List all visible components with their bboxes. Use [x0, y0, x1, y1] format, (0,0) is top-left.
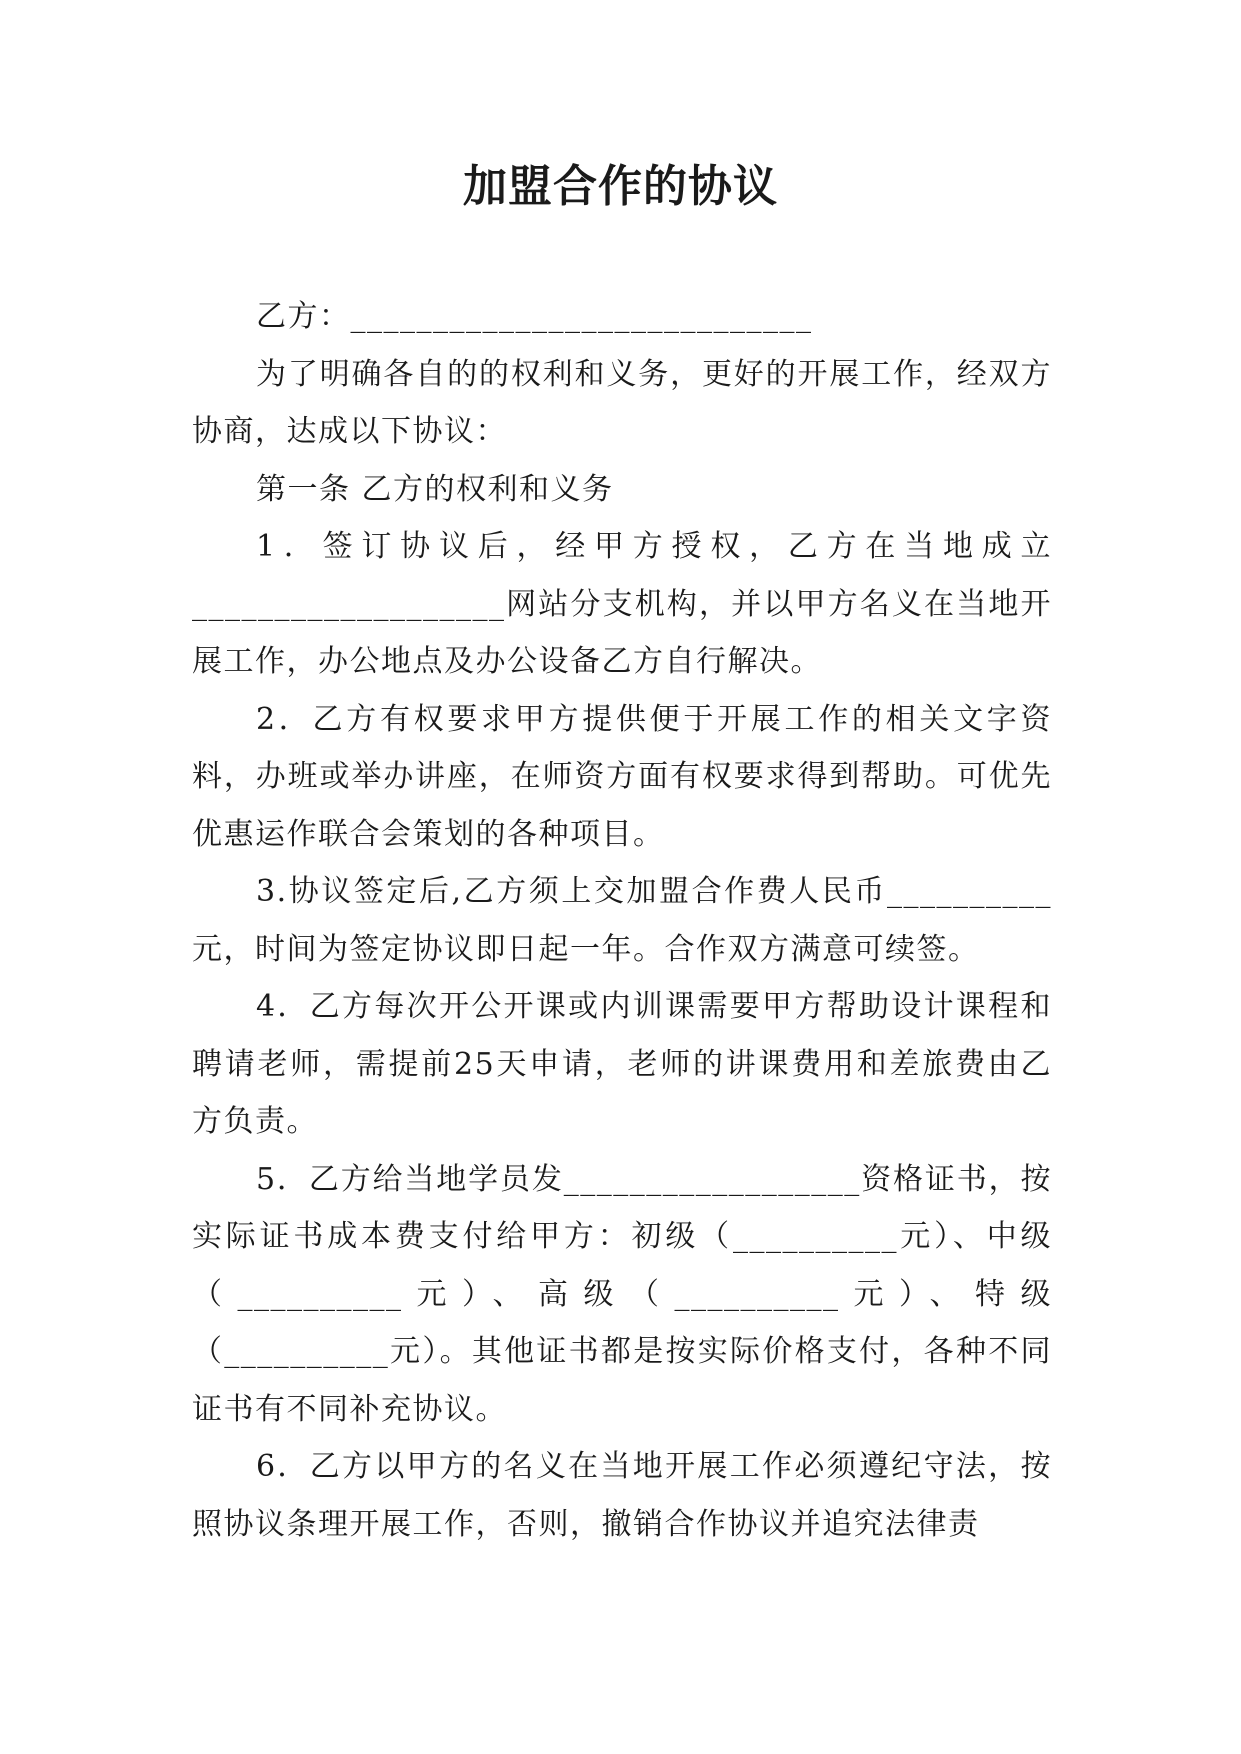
clause-1: 1．签订协议后，经甲方授权，乙方在当地成立___________________网站分支机构，并以甲方名义在当地开展工作，办公地点及办公设备乙方自行解决。 [192, 529, 1052, 679]
clause-6: 6．乙方以甲方的名义在当地开展工作必须遵纪守法，按照协议条理开展工作，否则，撤销合作协议并追究法律责 [192, 1449, 1052, 1542]
clause-5: 5．乙方给当地学员发__________________资格证书，按实际证书成本费支付给甲方：初级（__________元）、中级（__________元）、高级（__________元）、特级（__________元）。其他证书都是按实际价格支付，各种不同证书有不同补充协议。 [192, 1161, 1052, 1427]
preamble-paragraph: 为了明确各自的的权利和义务，更好的开展工作，经双方协商，达成以下协议： [192, 356, 1052, 449]
article-one-heading: 第一条 乙方的权利和义务 [256, 471, 614, 507]
clause-3: 3.协议签定后,乙方须上交加盟合作费人民币__________元，时间为签定协议即日起一年。合作双方满意可续签。 [192, 874, 1052, 967]
clause-2: 2．乙方有权要求甲方提供便于开展工作的相关文字资料，办班或举办讲座，在师资方面有权要求得到帮助。可优先优惠运作联合会策划的各种项目。 [192, 701, 1052, 852]
document-title: 加盟合作的协议 [463, 161, 778, 212]
document-body [192, 288, 1052, 1553]
party-b-line: 乙方：____________________________ [256, 299, 813, 334]
clause-4: 4．乙方每次开公开课或内训课需要甲方帮助设计课程和聘请老师，需提前25天申请，老师的讲课费用和差旅费由乙方负责。 [192, 989, 1052, 1139]
